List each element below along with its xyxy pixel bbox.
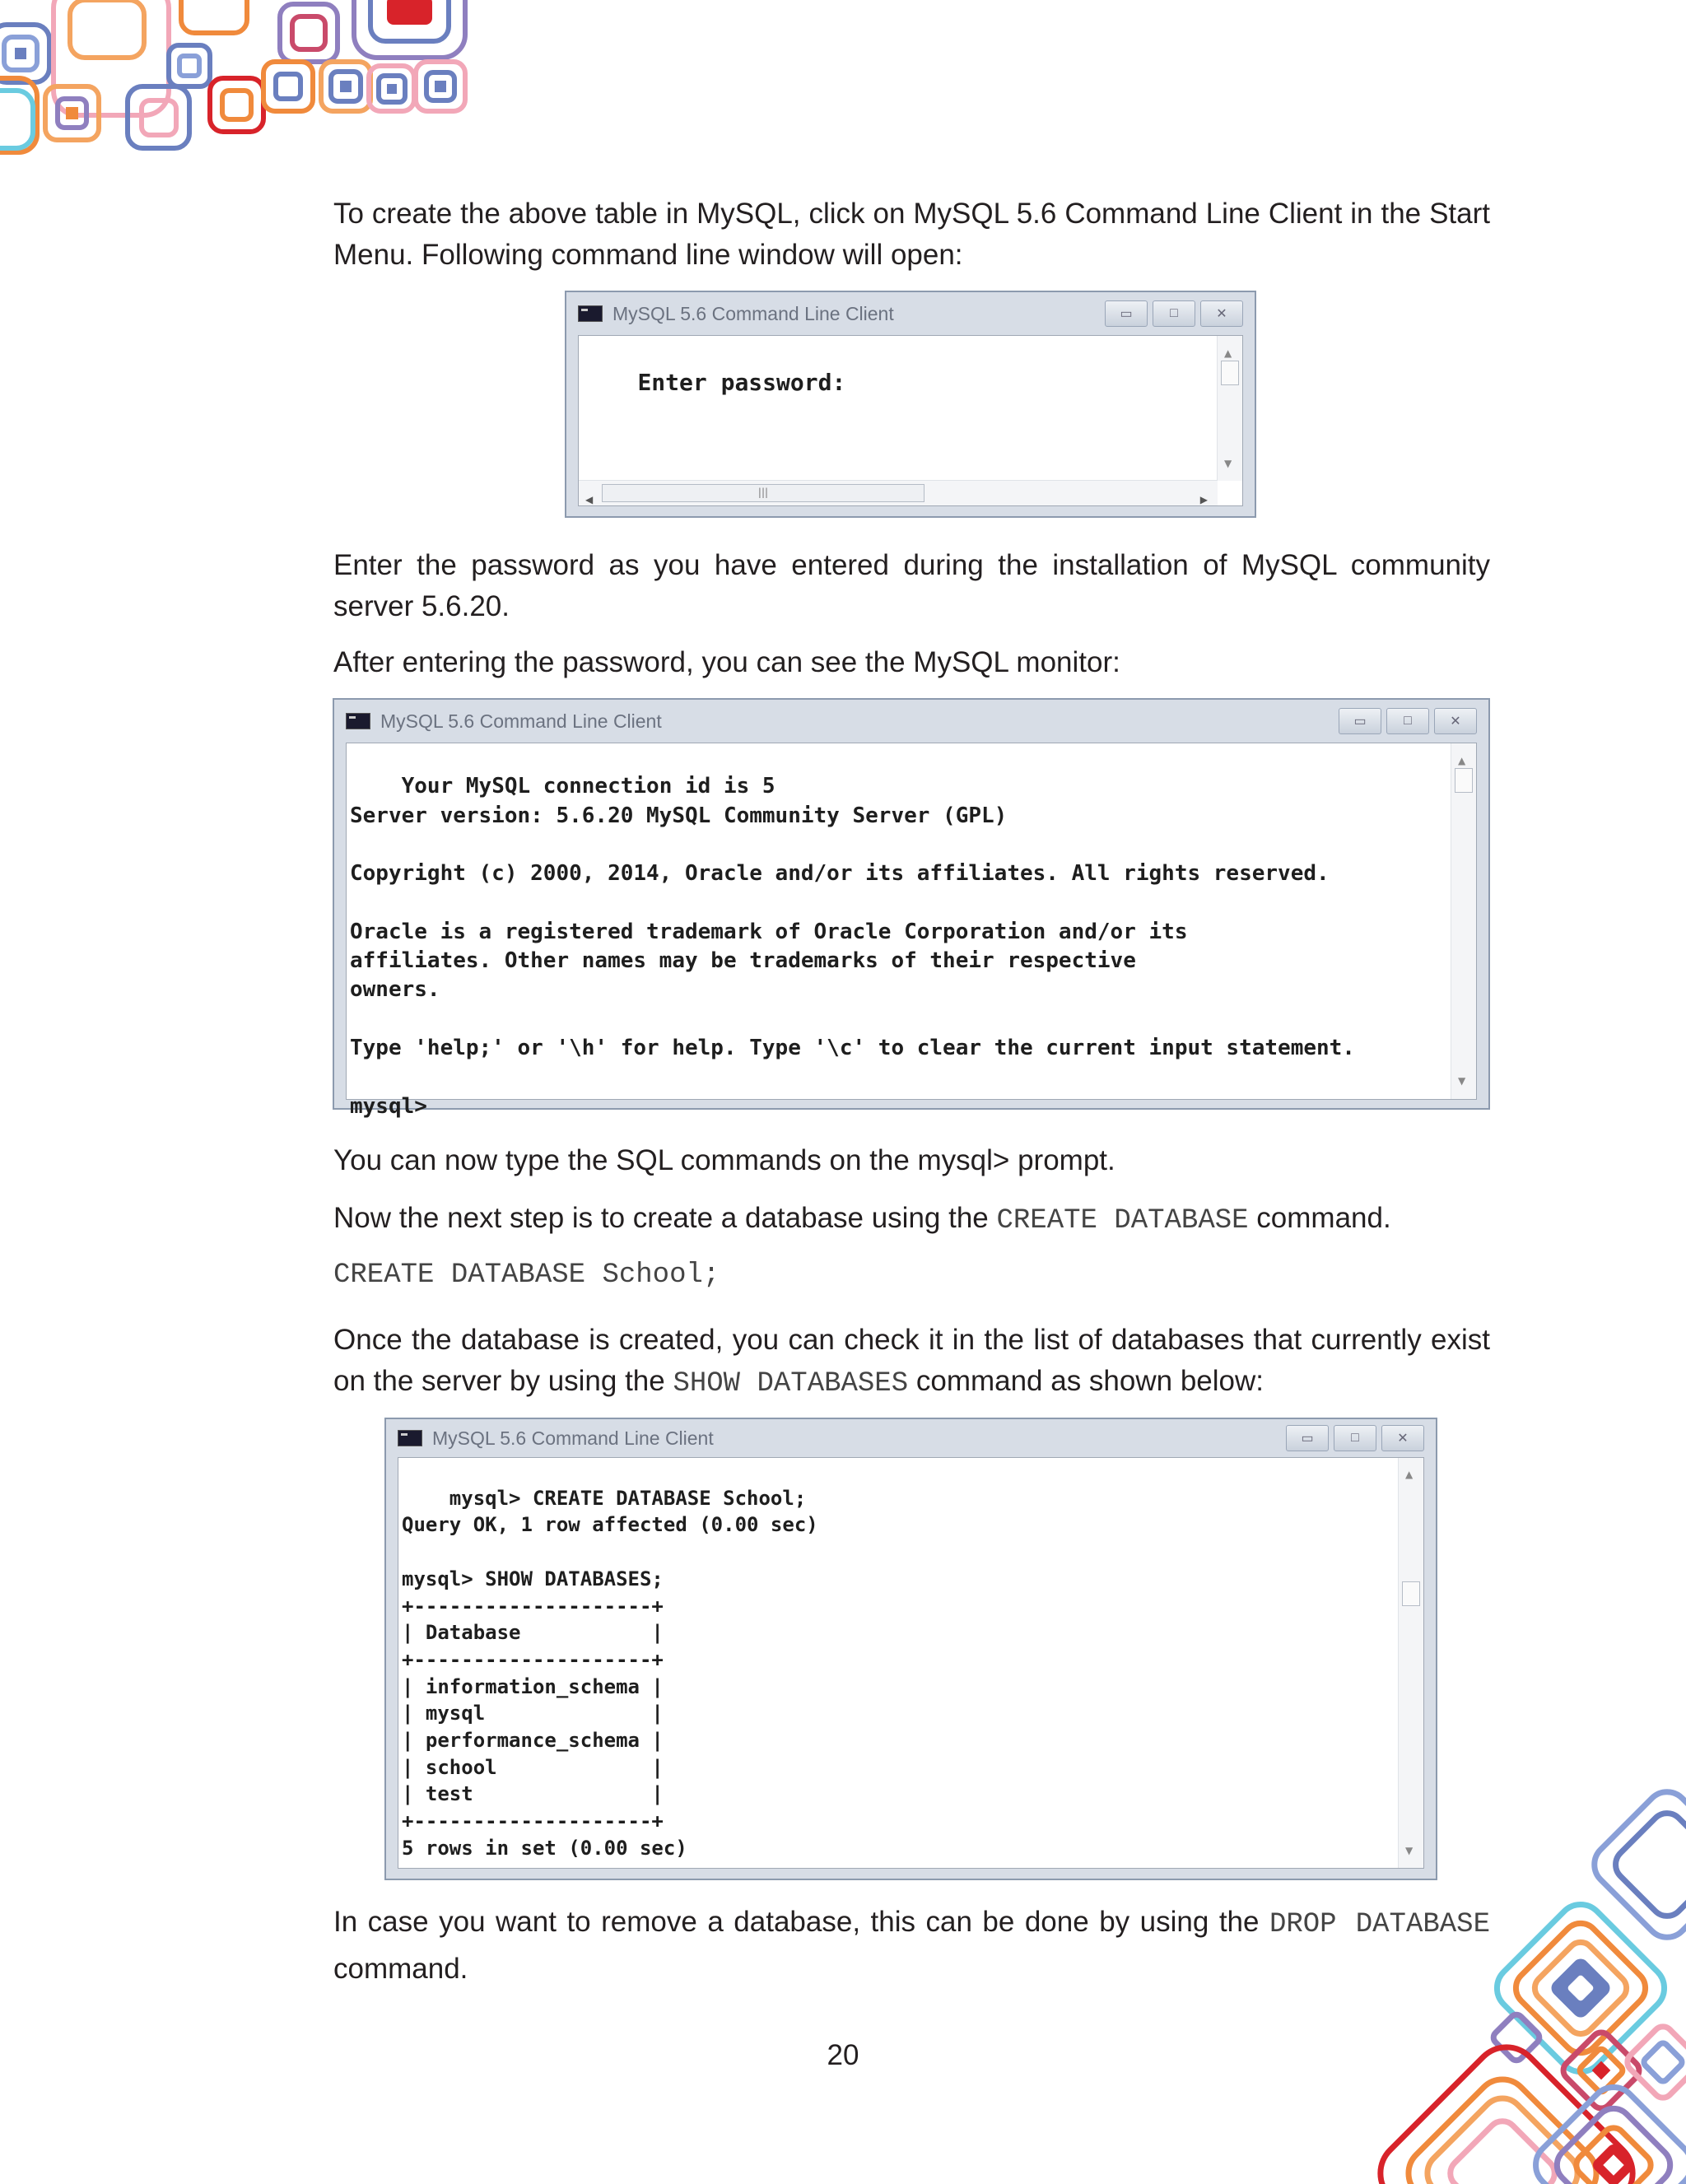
paragraph-text: Once the database is created, you can check it in the list of databases that currently exist on the server by using the (333, 1324, 1490, 1397)
maximize-button[interactable]: □ (1153, 300, 1195, 327)
scrollbar-thumb[interactable] (1402, 1581, 1420, 1606)
window-title-bar (398, 1419, 1424, 1457)
vertical-scrollbar[interactable] (1398, 1458, 1423, 1868)
inline-code: DROP DATABASE (1269, 1909, 1490, 1940)
scroll-up-arrow-icon[interactable]: ▲ (1224, 347, 1232, 359)
console-app-icon (346, 713, 370, 729)
scroll-down-arrow-icon[interactable]: ▼ (1458, 1074, 1466, 1087)
code-create-database: CREATE DATABASE School; (333, 1260, 720, 1291)
scrollbar-thumb[interactable] (1221, 361, 1239, 385)
console-app-icon (578, 305, 603, 322)
console-app-icon (398, 1430, 422, 1446)
minimize-button[interactable]: ▭ (1286, 1425, 1329, 1451)
window-controls (1286, 1425, 1424, 1451)
paragraph-show-databases (333, 1320, 1490, 1404)
window-title: MySQL 5.6 Command Line Client (612, 302, 894, 324)
paragraph-text: command. (333, 1953, 468, 1985)
paragraph-intro: To create the above table in MySQL, click on MySQL 5.6 Command Line Client in the Start Menu. Following command line window will open: (333, 198, 1490, 271)
console-text: Enter password: (637, 369, 846, 396)
window-title: MySQL 5.6 Command Line Client (380, 710, 662, 732)
paragraph-text: In case you want to remove a database, this can be done by using the (333, 1906, 1269, 1938)
console-text: Your MySQL connection id is 5 Server version: 5.6.20 MySQL Community Server (GPL) Copyright (c) 2000, 2014, Oracle and/or its affiliates. All rights reserved. Oracle is a registered trademark of Oracle Corporation and/or its affiliates. Other names may be trademarks of their respective owners. Type 'help;' or '\h' for help. Type '\c' to clear the current input statement. mysql> (350, 774, 1355, 1119)
scroll-right-arrow-icon[interactable]: ▶ (1199, 494, 1208, 505)
horizontal-scrollbar[interactable] (579, 480, 1218, 505)
window-title-bar (346, 700, 1477, 743)
scroll-up-arrow-icon[interactable]: ▲ (1405, 1469, 1414, 1480)
minimize-button[interactable]: ▭ (1339, 708, 1381, 734)
console-area[interactable] (578, 335, 1243, 506)
scroll-up-arrow-icon[interactable]: ▲ (1458, 755, 1466, 766)
maximize-button[interactable]: □ (1386, 708, 1429, 734)
window-controls (1105, 300, 1243, 327)
paragraph-drop-database (333, 1900, 1490, 1991)
paragraph-prompt: You can now type the SQL commands on the mysql> prompt. (333, 1144, 1115, 1176)
hscrollbar-thumb[interactable]: ||| (602, 484, 925, 502)
maximize-button[interactable]: □ (1334, 1425, 1376, 1451)
close-button[interactable]: ✕ (1381, 1425, 1424, 1451)
vertical-scrollbar[interactable] (1217, 336, 1242, 481)
console-area[interactable] (398, 1457, 1424, 1869)
console-text: mysql> CREATE DATABASE School; Query OK, 1 row affected (0.00 sec) mysql> SHOW DATABASES; +--------------------+ | Database | +--------------------+ | information_schema | | mysql | | performance_schema | | school | | test | +--------------------+ 5 rows in set (0.00 sec) (402, 1486, 818, 1860)
page-number: 20 (827, 2039, 859, 2071)
inline-code: CREATE DATABASE (996, 1205, 1249, 1236)
paragraph-enter-password: Enter the password as you have entered during the installation of MySQL community server 5.6.20. (333, 549, 1490, 622)
paragraph-text: command as shown below: (908, 1365, 1264, 1397)
console-window-show-databases (384, 1418, 1437, 1880)
close-button[interactable]: ✕ (1434, 708, 1477, 734)
inline-code: SHOW DATABASES (673, 1368, 909, 1399)
vertical-scrollbar[interactable] (1451, 743, 1476, 1099)
window-title-bar (578, 292, 1243, 335)
console-window-monitor (333, 698, 1490, 1119)
scrollbar-thumb[interactable] (1455, 768, 1473, 793)
close-button[interactable]: ✕ (1200, 300, 1243, 327)
paragraph-text: Now the next step is to create a database using the (333, 1202, 997, 1234)
window-controls (1339, 708, 1477, 734)
scroll-left-arrow-icon[interactable]: ◀ (585, 494, 594, 505)
scroll-down-arrow-icon[interactable]: ▼ (1224, 458, 1232, 469)
decorative-squares-top-left (0, 0, 477, 165)
console-window-password (565, 291, 1256, 518)
paragraph-text: command. (1248, 1202, 1391, 1234)
scroll-down-arrow-icon[interactable]: ▼ (1405, 1845, 1414, 1857)
paragraph-monitor: After entering the password, you can see the MySQL monitor: (333, 646, 1120, 678)
console-area[interactable] (346, 743, 1477, 1119)
minimize-button[interactable]: ▭ (1105, 300, 1148, 327)
window-title: MySQL 5.6 Command Line Client (432, 1427, 714, 1449)
paragraph-create-database (333, 1198, 1490, 1241)
